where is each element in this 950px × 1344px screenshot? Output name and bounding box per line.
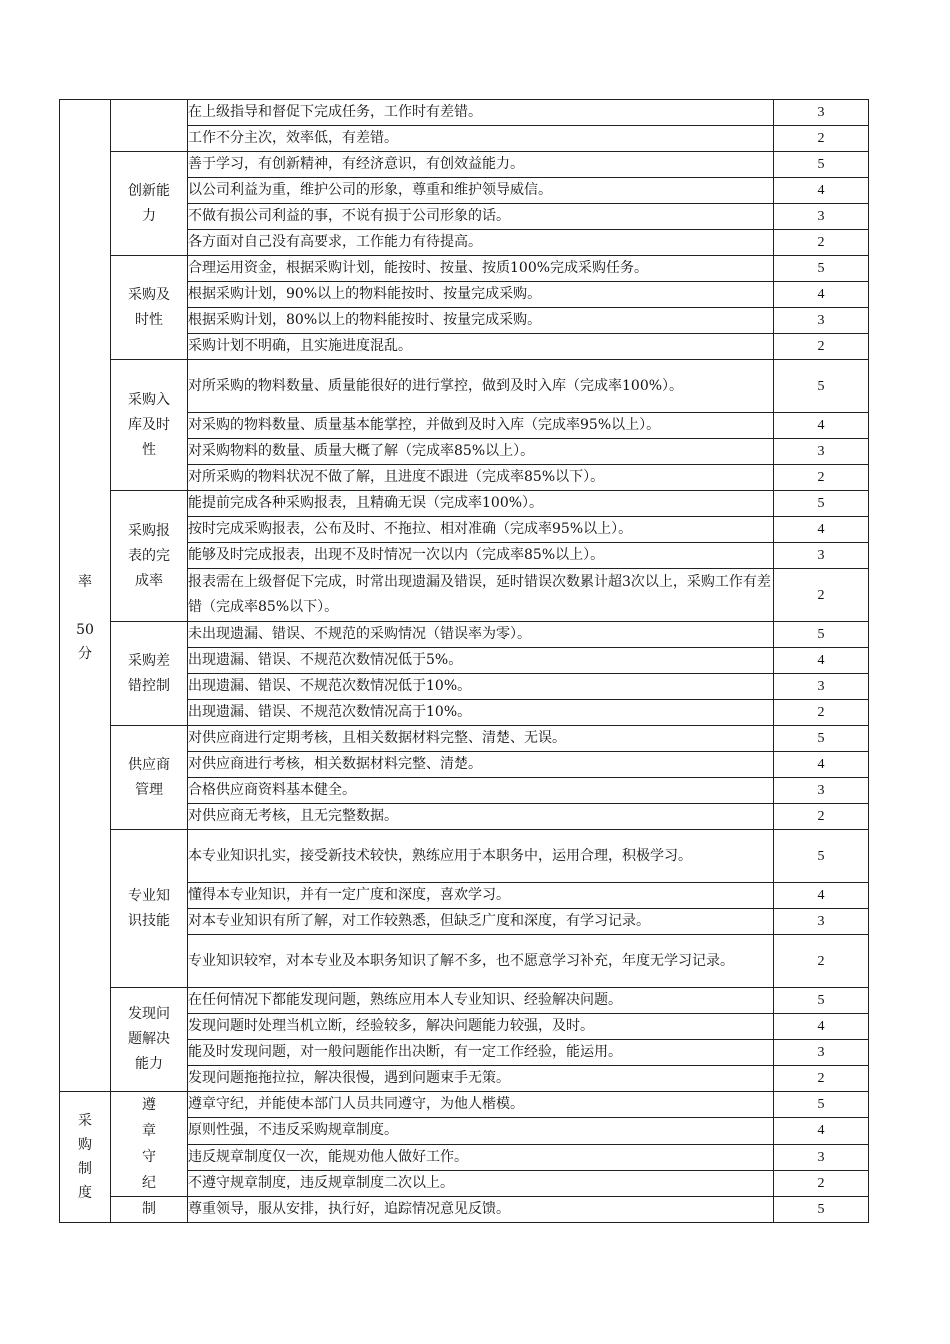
score-value: 5 (774, 726, 869, 752)
criteria-description: 根据采购计划，80%以上的物料能按时、按量完成采购。 (188, 308, 774, 334)
criteria-description: 对所采购的物料数量、质量能很好的进行掌控，做到及时入库（完成率100%）。 (188, 360, 774, 413)
criteria-description: 不遵守规章制度，违反规章制度二次以上。 (188, 1170, 774, 1196)
score-value: 3 (774, 100, 869, 126)
table-row (60, 360, 869, 413)
score-value: 5 (774, 830, 869, 883)
item-name-cell (111, 830, 188, 988)
item-name-cell (111, 100, 188, 152)
category-cell (60, 100, 111, 1092)
criteria-description: 能够及时完成报表，出现不及时情况一次以内（完成率85%以上）。 (188, 543, 774, 569)
category-label: 采 购 制 度 (78, 1112, 92, 1201)
score-value: 5 (774, 988, 869, 1014)
item-name-cell (111, 1197, 188, 1223)
criteria-description: 遵章守纪，并能使本部门人员共同遵守，为他人楷模。 (188, 1092, 774, 1118)
score-value: 2 (774, 700, 869, 726)
item-name-cell (111, 491, 188, 622)
score-value: 2 (774, 935, 869, 988)
criteria-description: 报表需在上级督促下完成，时常出现遗漏及错误，延时错误次数累计超3次以上，采购工作有差错（完成率85%以下）。 (188, 569, 774, 622)
table-row (60, 256, 869, 282)
score-value: 5 (774, 491, 869, 517)
item-name: 发现问 题解决 能力 (128, 1006, 170, 1072)
score-value: 2 (774, 569, 869, 622)
criteria-description: 采购计划不明确，且实施进度混乱。 (188, 334, 774, 360)
criteria-description: 专业知识较窄，对本专业及本职务知识了解不多，也不愿意学习补充，年度无学习记录。 (188, 935, 774, 988)
criteria-description: 原则性强，不违反采购规章制度。 (188, 1118, 774, 1144)
criteria-description: 在任何情况下都能发现问题，熟练应用本人专业知识、经验解决问题。 (188, 988, 774, 1014)
criteria-description: 出现遗漏、错误、不规范次数情况低于5%。 (188, 648, 774, 674)
score-value: 2 (774, 804, 869, 830)
criteria-description: 不做有损公司利益的事，不说有损于公司形象的话。 (188, 204, 774, 230)
category-cell (60, 1092, 111, 1223)
evaluation-table-body (60, 100, 869, 1223)
criteria-description: 按时完成采购报表，公布及时、不拖拉、相对准确（完成率95%以上）。 (188, 517, 774, 543)
item-name: 专业知 识技能 (128, 887, 170, 929)
criteria-description: 合格供应商资料基本健全。 (188, 778, 774, 804)
table-row (60, 988, 869, 1014)
criteria-description: 懂得本专业知识，并有一定广度和深度，喜欢学习。 (188, 883, 774, 909)
score-value: 4 (774, 517, 869, 543)
item-name: 创新能 力 (128, 182, 170, 224)
table-row (60, 830, 869, 883)
score-value: 4 (774, 883, 869, 909)
score-value: 4 (774, 1014, 869, 1040)
score-value: 4 (774, 1118, 869, 1144)
score-value: 4 (774, 282, 869, 308)
table-row (60, 1197, 869, 1223)
score-value: 4 (774, 178, 869, 204)
score-value: 2 (774, 126, 869, 152)
score-value: 5 (774, 152, 869, 178)
evaluation-table (59, 99, 869, 1223)
item-name-cell (111, 622, 188, 726)
score-value: 3 (774, 439, 869, 465)
score-value: 3 (774, 674, 869, 700)
item-name-cell (111, 152, 188, 256)
criteria-description: 工作不分主次，效率低，有差错。 (188, 126, 774, 152)
score-value: 5 (774, 1092, 869, 1118)
score-value: 3 (774, 909, 869, 935)
item-name: 遵 章 守 纪 (142, 1097, 156, 1191)
criteria-description: 善于学习，有创新精神，有经济意识，有创效益能力。 (188, 152, 774, 178)
criteria-description: 出现遗漏、错误、不规范次数情况低于10%。 (188, 674, 774, 700)
item-name: 采购及 时性 (128, 286, 170, 328)
item-name-cell (111, 256, 188, 360)
criteria-description: 对采购的物料数量、质量基本能掌控，并做到及时入库（完成率95%以上）。 (188, 413, 774, 439)
score-value: 5 (774, 622, 869, 648)
score-value: 5 (774, 1197, 869, 1223)
criteria-description: 能提前完成各种采购报表，且精确无误（完成率100%）。 (188, 491, 774, 517)
criteria-description: 各方面对自己没有高要求，工作能力有待提高。 (188, 230, 774, 256)
criteria-description: 发现问题拖拖拉拉，解决很慢，遇到问题束手无策。 (188, 1066, 774, 1092)
table-row (60, 152, 869, 178)
score-value: 3 (774, 543, 869, 569)
score-value: 2 (774, 1170, 869, 1196)
item-name: 采购差 错控制 (128, 652, 170, 694)
table-row (60, 100, 869, 126)
score-value: 4 (774, 648, 869, 674)
criteria-description: 对采购物料的数量、质量大概了解（完成率85%以上）。 (188, 439, 774, 465)
item-name-cell (111, 988, 188, 1092)
item-name: 制 (142, 1201, 156, 1217)
score-value: 2 (774, 465, 869, 491)
score-value: 4 (774, 752, 869, 778)
score-value: 2 (774, 1066, 869, 1092)
criteria-description: 在上级指导和督促下完成任务，工作时有差错。 (188, 100, 774, 126)
criteria-description: 本专业知识扎实，接受新技术较快，熟练应用于本职务中，运用合理，积极学习。 (188, 830, 774, 883)
score-value: 2 (774, 334, 869, 360)
item-name: 采购入 库及时 性 (128, 391, 170, 458)
score-value: 3 (774, 204, 869, 230)
criteria-description: 能及时发现问题，对一般问题能作出决断，有一定工作经验，能运用。 (188, 1040, 774, 1066)
criteria-description: 根据采购计划，90%以上的物料能按时、按量完成采购。 (188, 282, 774, 308)
criteria-description: 发现问题时处理当机立断，经验较多，解决问题能力较强，及时。 (188, 1014, 774, 1040)
table-row (60, 1092, 869, 1118)
table-row (60, 622, 869, 648)
table-row (60, 491, 869, 517)
score-value: 5 (774, 360, 869, 413)
item-name-cell (111, 726, 188, 830)
criteria-description: 对供应商无考核，且无完整数据。 (188, 804, 774, 830)
criteria-description: 未出现遗漏、错误、不规范的采购情况（错误率为零）。 (188, 622, 774, 648)
criteria-description: 出现遗漏、错误、不规范次数情况高于10%。 (188, 700, 774, 726)
score-value: 5 (774, 256, 869, 282)
criteria-description: 合理运用资金，根据采购计划，能按时、按量、按质100%完成采购任务。 (188, 256, 774, 282)
score-value: 2 (774, 230, 869, 256)
score-value: 3 (774, 1144, 869, 1170)
criteria-description: 对本专业知识有所了解，对工作较熟悉，但缺乏广度和深度，有学习记录。 (188, 909, 774, 935)
score-value: 4 (774, 413, 869, 439)
item-name: 采购报 表的完 成率 (128, 522, 170, 589)
item-name: 供应商 管理 (128, 756, 170, 798)
criteria-description: 以公司利益为重，维护公司的形象，尊重和维护领导威信。 (188, 178, 774, 204)
table-row (60, 726, 869, 752)
score-value: 3 (774, 1040, 869, 1066)
criteria-description: 违反规章制度仅一次，能规劝他人做好工作。 (188, 1144, 774, 1170)
item-name-cell (111, 1092, 188, 1197)
score-value: 3 (774, 308, 869, 334)
criteria-description: 对供应商进行考核，相关数据材料完整、清楚。 (188, 752, 774, 778)
criteria-description: 尊重领导，服从安排，执行好，追踪情况意见反馈。 (188, 1197, 774, 1223)
category-label: 率 50 分 (76, 574, 94, 662)
criteria-description: 对所采购的物料状况不做了解，且进度不跟进（完成率85%以下）。 (188, 465, 774, 491)
item-name-cell (111, 360, 188, 491)
criteria-description: 对供应商进行定期考核，且相关数据材料完整、清楚、无误。 (188, 726, 774, 752)
score-value: 3 (774, 778, 869, 804)
